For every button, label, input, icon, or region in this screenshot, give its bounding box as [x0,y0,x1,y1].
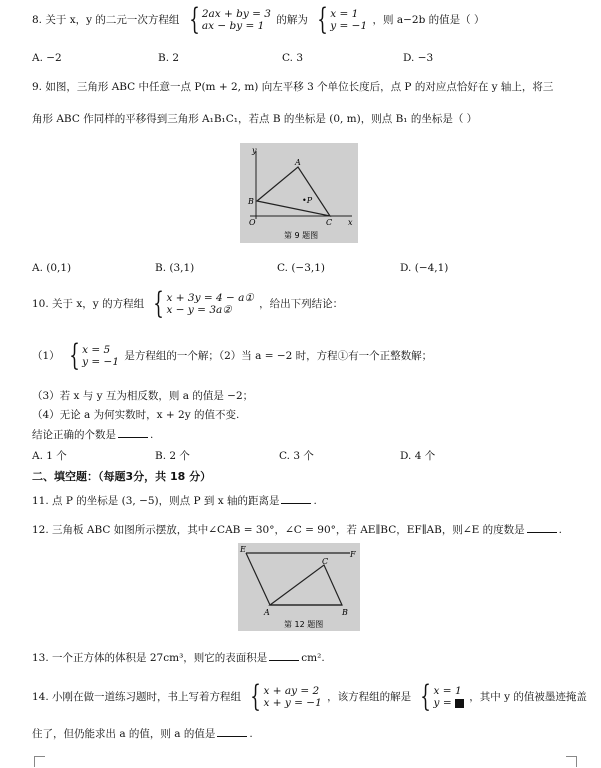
q10-ask [32,427,153,442]
q8-option-d: D. −3 [403,52,434,64]
q9-line1: 9. 如图，三角形 ABC 中任意一点 P(m + 2, m) 向左平移 3 个单位长度后，点 P 的对应点恰好在 y 轴上，将三 [32,81,554,93]
q10-ask-end: . [150,429,154,441]
q10-option-b: B. 2 个 [155,450,190,462]
q8-mid: 的解为 [276,14,308,26]
q10-conclusion-3: （3）若 x 与 y 互为相反数，则 a 的值是 −2； [32,390,254,402]
q8-option-a: A. −2 [32,52,62,64]
q12-text: 12. 三角板 ABC 如图所示摆放，其中∠CAB = 30°，∠C = 90°，若 AE∥BC，EF∥AB，则∠E 的度数是 [32,524,525,536]
q14-line2-end: . [249,728,253,740]
q12-figure-svg [238,543,360,631]
q10-suffix: ，给出下列结论： [259,298,344,310]
q9-option-d: D. (−4,1) [400,262,449,274]
q12-label-c: C [322,557,329,566]
q14-eq1: x + ay = 2 [263,685,320,697]
q9-line2: 角形 ABC 作同样的平移得到三角形 A₁B₁C₁，若点 B 的坐标是 (0, m)，则点 B₁ 的坐标是（ ） [32,113,478,125]
q14-suffix: ，其中 y 的值被墨迹掩盖 [469,691,587,703]
q12-end: . [558,524,562,536]
q14-sol-y-row [434,697,464,709]
q12-label-e: E [240,545,246,554]
q11-text: 11. 点 P 的坐标是 (3, −5)，则点 P 到 x 轴的距离是 [32,495,280,507]
q14-answer-blank[interactable] [217,726,247,737]
q10-c1-prefix: （1） [32,350,60,362]
question-8 [32,2,485,37]
page-corner-mark [34,756,45,767]
q10-c1-x: x = 5 [82,344,111,356]
q12-label-a: A [264,608,270,617]
q9-label-x: x [348,218,353,227]
q9-label-y: y [252,146,257,155]
q10-c1-suffix: 是方程组的一个解；（2）当 a = −2 时，方程①有一个正整数解； [124,350,433,362]
q9-label-a: A [295,158,301,167]
q10-option-c: C. 3 个 [279,450,314,462]
page-corner-mark [566,756,577,767]
q12-figure [238,543,360,631]
q12-label-b: B [342,608,348,617]
question-13 [32,650,325,665]
question-14 [32,679,587,714]
q14-sol-x: x = 1 [433,685,462,697]
q10-conclusion-1-2 [32,338,433,373]
q8-eq1: 2ax + by = 3 [201,8,271,20]
q13-answer-blank[interactable] [269,650,299,661]
q10-eq2: x − y = 3a② [166,304,232,316]
q9-label-c: C [326,218,333,227]
q14-sol-y: y = [433,697,455,709]
q12-answer-blank[interactable] [527,522,557,533]
q14-line2 [32,726,253,741]
q8-sol-y: y = −1 [330,20,368,32]
q12-label-f: F [350,550,356,559]
q11-end: . [313,495,317,507]
q8-system: { 2ax + by = 3 ax − by = 1 [189,2,271,37]
question-10 [32,286,344,321]
q9-figure-caption: 第 9 题图 [284,231,319,240]
q9-option-c: C. (−3,1) [277,262,326,274]
question-12 [32,522,562,537]
q14-line2-text: 住了，但仍能求出 a 的值，则 a 的值是 [32,728,216,740]
question-11 [32,493,317,508]
q13-text: 13. 一个正方体的体积是 27cm³，则它的表面积是 [32,652,268,664]
q8-eq2: ax − by = 1 [201,20,265,32]
q9-label-o: O [249,218,256,227]
q10-prefix: 10. 关于 x，y 的方程组 [32,298,145,310]
q11-answer-blank[interactable] [281,493,311,504]
ink-blot-icon [455,699,464,708]
q14-mid: ，该方程组的解是 [327,691,412,703]
q8-prefix: 8. 关于 x，y 的二元一次方程组 [32,14,180,26]
q8-sol-x: x = 1 [330,8,359,20]
q12-figure-caption: 第 12 题图 [284,620,324,629]
q9-label-b: B [248,197,254,206]
q10-answer-blank[interactable] [118,427,148,438]
q10-conclusion-4: （4）无论 a 为何实数时，x + 2y 的值不变. [32,409,240,421]
q9-option-b: B. (3,1) [155,262,195,274]
q9-option-a: A. (0,1) [32,262,72,274]
q14-system: { x + ay = 2 x + y = −1 [250,679,322,714]
q10-ask-text: 结论正确的个数是 [32,429,116,441]
q13-unit: cm². [301,652,325,664]
q14-eq2: x + y = −1 [263,697,322,709]
q14-solution: { x = 1 y = [416,683,464,711]
q10-c1-system: { x = 5 y = −1 [69,338,120,373]
q10-system: { x + 3y = 4 − a① x − y = 3a② [153,286,254,321]
section-2-title: 二、填空题：（每题3分，共 18 分） [32,470,212,483]
q8-option-b: B. 2 [158,52,180,64]
q10-c1-y: y = −1 [82,356,120,368]
q9-figure-svg [240,143,358,243]
q9-figure [240,143,358,243]
q8-suffix: ，则 a−2b 的值是（ ） [372,14,485,26]
q10-eq1: x + 3y = 4 − a① [166,292,254,304]
q10-option-a: A. 1 个 [32,450,67,462]
q10-option-d: D. 4 个 [400,450,436,462]
q9-label-p: •P [302,196,313,205]
q14-prefix: 14. 小刚在做一道练习题时，书上写着方程组 [32,691,242,703]
q8-option-c: C. 3 [282,52,304,64]
q8-solution: { x = 1 y = −1 [317,2,368,37]
